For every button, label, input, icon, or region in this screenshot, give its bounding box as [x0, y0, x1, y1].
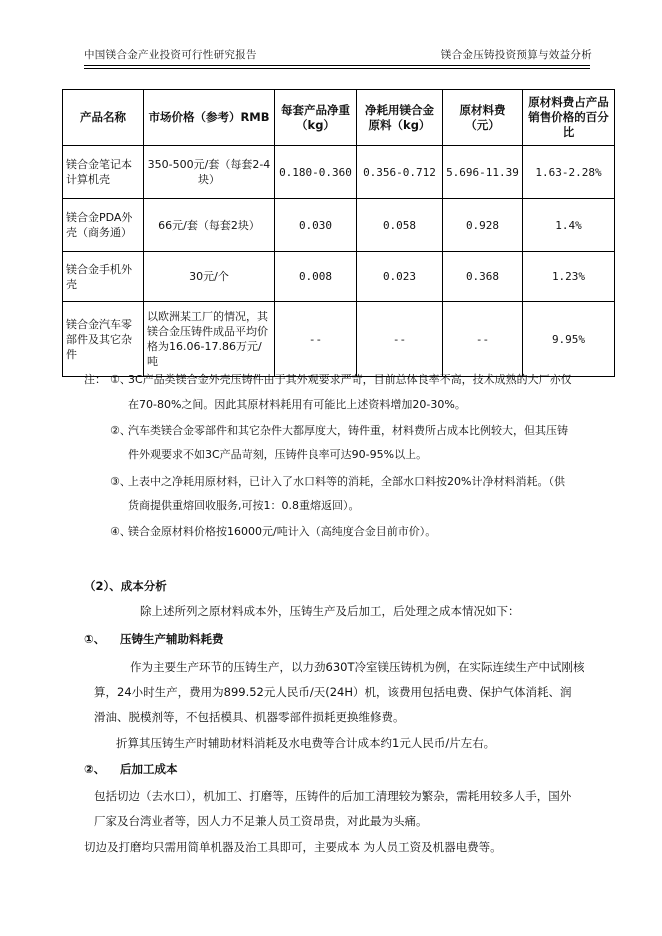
col-header: 产品名称	[63, 90, 144, 146]
header-left: 中国镁合金产业投资可行性研究报告	[84, 49, 257, 61]
col-header: 市场价格（参考）RMB	[144, 90, 275, 146]
material-cost: 0.928	[443, 199, 523, 252]
cost-percent: 1.4%	[523, 199, 615, 252]
product-name: 镁合金汽车零部件及其它杂件	[63, 302, 144, 377]
net-weight: 0.008	[275, 252, 357, 302]
note-number: ④、	[110, 525, 131, 538]
paragraph-text: 算，24小时生产，费用为899.52元人民币/天(24H）机，该费用包括电费、保护气体消耗、润	[94, 685, 572, 699]
subsection-title: 后加工成本	[120, 762, 178, 776]
note-text: 上表中之净耗用原材料，已计入了水口料等的消耗，全部水口料按20%计净材料消耗。（供	[128, 475, 565, 488]
note-text: 在70-80%之间。因此其原材料耗用有可能比上述资料增加20-30%。	[128, 398, 466, 411]
material-usage: 0.023	[357, 252, 443, 302]
col-header: 原材料费（元）	[443, 90, 523, 146]
section-title: （2）、成本分析	[84, 579, 167, 593]
paragraph-text: 作为主要生产环节的压铸生产，以力劲630T冷室镁压铸机为例，在实际连续生产中试刚核	[130, 660, 585, 674]
cost-percent: 1.63-2.28%	[523, 146, 615, 199]
note-text: 镁合金原材料价格按16000元/吨计入（高纯度合金目前市价）。	[128, 525, 437, 538]
market-price: 30元/个	[144, 252, 275, 302]
net-weight: 0.030	[275, 199, 357, 252]
market-price: 66元/套（每套2块）	[144, 199, 275, 252]
paragraph-text: 包括切边（去水口），机加工、打磨等，压铸件的后加工清理较为繁杂，需耗用较多人手，国外	[94, 789, 572, 803]
material-cost: --	[443, 302, 523, 377]
col-header: 净耗用镁合金原料（kg）	[357, 90, 443, 146]
market-price: 以欧洲某工厂的情况，其镁合金压铸件成品平均价格为16.06-17.86万元/吨	[144, 302, 275, 377]
note-text: 汽车类镁合金零部件和其它杂件大都厚度大，铸件重，材料费所占成本比例较大，但其压铸	[128, 424, 568, 437]
market-price: 350-500元/套（每套2-4块）	[144, 146, 275, 199]
product-name: 镁合金手机外壳	[63, 252, 144, 302]
subsection-title: 压铸生产辅助料耗费	[120, 632, 224, 646]
subsection-number: ①、	[84, 632, 106, 646]
note-number: ③、	[110, 475, 131, 488]
paragraph-text: 切边及打磨均只需用简单机器及治工具即可，主要成本 为人员工资及机器电费等。	[84, 840, 502, 854]
header-rule	[84, 65, 590, 66]
section-intro: 除上述所列之原材料成本外，压铸生产及后加工，后处理之成本情况如下：	[140, 604, 520, 618]
header-rule-thin	[84, 68, 590, 69]
product-name: 镁合金笔记本计算机壳	[63, 146, 144, 199]
cost-percent: 9.95%	[523, 302, 615, 377]
table-row	[63, 146, 615, 199]
product-name: 镁合金PDA外壳（商务通）	[63, 199, 144, 252]
note-text: 货商提供重熔回收服务,可按1：0.8重熔返回）。	[128, 499, 360, 512]
table-row	[63, 252, 615, 302]
header-right: 镁合金压铸投资预算与效益分析	[440, 49, 592, 61]
table-row	[63, 302, 615, 377]
note-text: 件外观要求不如3C产品苛刻，压铸件良率可达90-95%以上。	[128, 448, 428, 461]
col-header: 原材料费占产品销售价格的百分比	[523, 90, 615, 146]
notes-prefix: 注：	[84, 373, 106, 386]
net-weight: --	[275, 302, 357, 377]
note-text: 3C产品类镁合金外壳压铸件由于其外观要求严苛，目前总体良率不高，技术成熟的大厂亦仅	[128, 373, 572, 386]
material-cost: 0.368	[443, 252, 523, 302]
table-header-row	[63, 90, 615, 146]
material-usage: --	[357, 302, 443, 377]
col-header: 每套产品净重（kg）	[275, 90, 357, 146]
material-usage: 0.356-0.712	[357, 146, 443, 199]
note-number: ②、	[110, 424, 131, 437]
note-number: ①、	[110, 373, 131, 386]
subsection-number: ②、	[84, 762, 106, 776]
net-weight: 0.180-0.360	[275, 146, 357, 199]
table-row	[63, 199, 615, 252]
cost-table	[62, 89, 615, 377]
material-usage: 0.058	[357, 199, 443, 252]
paragraph-text: 厂家及台湾业者等，因人力不足兼人员工资昂贵，对此最为头痛。	[94, 814, 428, 828]
paragraph-text: 滑油、脱模剂等，不包括模具、机器零部件损耗更换维修费。	[94, 710, 405, 724]
material-cost: 5.696-11.39	[443, 146, 523, 199]
paragraph-text: 折算其压铸生产时辅助材料消耗及水电费等合计成本约1元人民币/片左右。	[116, 736, 496, 750]
cost-percent: 1.23%	[523, 252, 615, 302]
